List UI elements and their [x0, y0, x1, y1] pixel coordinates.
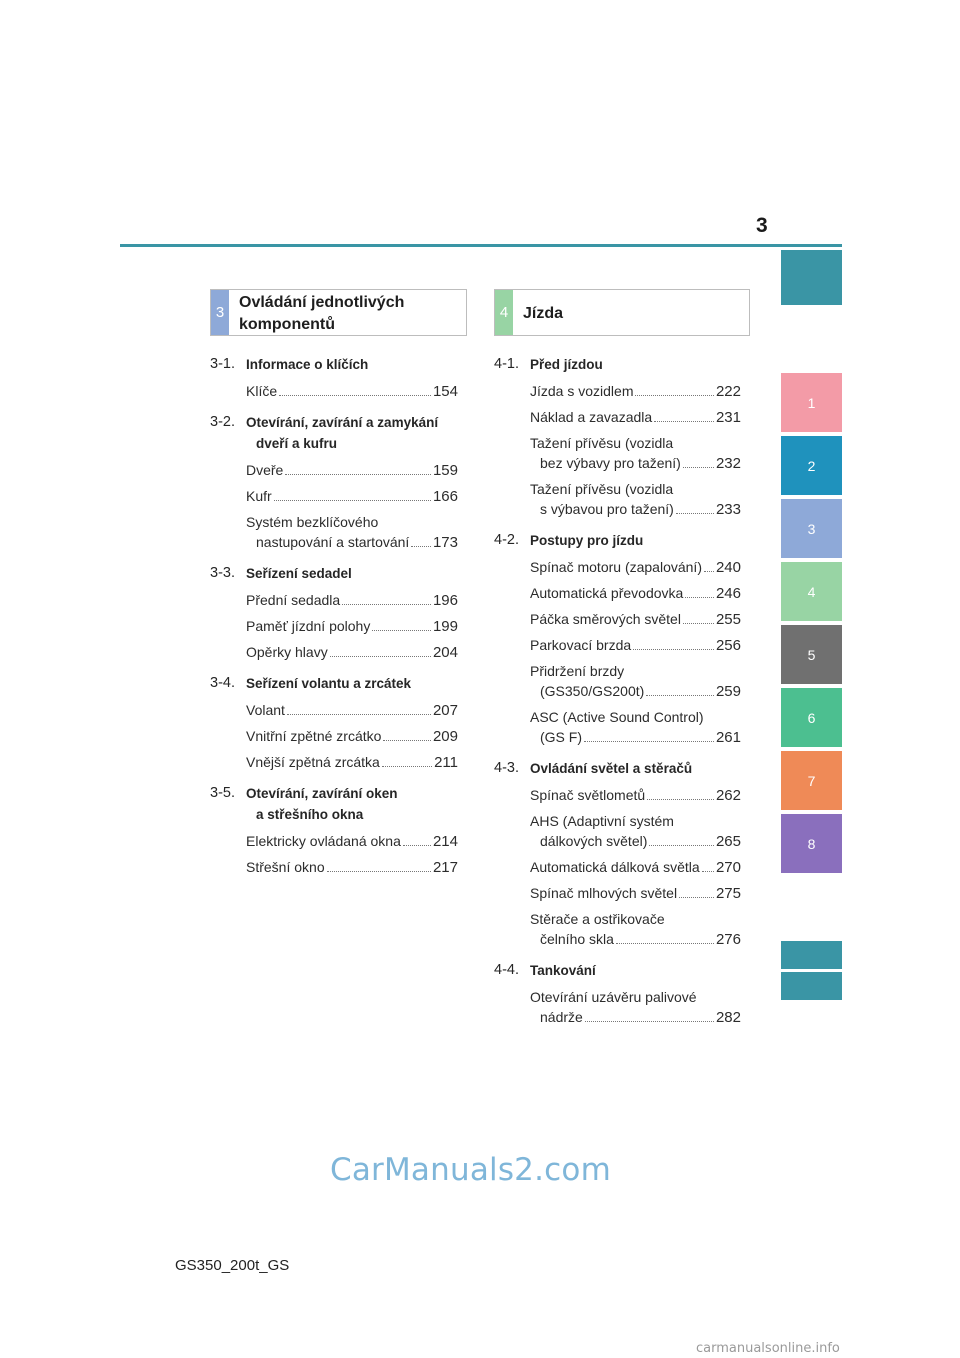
entry-title: Vnější zpětná zrcátka: [246, 754, 380, 770]
dot-leader: [279, 395, 431, 396]
section-4-number: 4: [495, 290, 513, 335]
chapter-title-line2: dveří a kufru: [256, 436, 338, 451]
dot-leader: [647, 799, 714, 800]
toc-entry[interactable]: [530, 785, 741, 806]
chapter-tab-8[interactable]: 8: [781, 814, 842, 873]
dot-leader: [683, 623, 714, 624]
section-3-title-line1: Ovládání jednotlivých: [239, 293, 405, 311]
toc-entry[interactable]: [530, 557, 741, 578]
chapter-number: 3-2.: [210, 414, 235, 430]
entry-title-line1: Tažení přívěsu (vozidla: [530, 481, 674, 497]
page-reference: 233: [715, 501, 741, 518]
toc-entry[interactable]: [246, 642, 458, 663]
dot-leader: [274, 500, 431, 501]
chapter-title-line1: Seřízení sedadel: [246, 566, 352, 581]
tab-blank-bottom-1: [781, 941, 842, 969]
dot-leader: [702, 871, 714, 872]
entry-title: Paměť jízdní polohy: [246, 618, 371, 634]
dot-leader: [383, 740, 431, 741]
toc-column-section-3: [210, 354, 458, 878]
entry-title: Opěrky hlavy: [246, 644, 328, 660]
dot-leader: [287, 714, 431, 715]
page-reference: 232: [715, 455, 741, 472]
chapter-title-line1: Tankování: [530, 963, 596, 978]
toc-entry[interactable]: [246, 381, 458, 402]
entry-title-line1: AHS (Adaptivní systém: [530, 813, 674, 829]
page-reference: 282: [715, 1009, 741, 1026]
chapter-heading[interactable]: [210, 412, 458, 454]
watermark-bottom[interactable]: carmanualsonline.info: [696, 1341, 840, 1356]
page-reference: 209: [432, 728, 458, 745]
toc-entry[interactable]: [246, 590, 458, 611]
section-3-title: [229, 290, 404, 335]
page-reference: 246: [715, 585, 741, 602]
chapter-number: 4-2.: [494, 532, 519, 548]
entry-title: Volant: [246, 702, 285, 718]
toc-entry[interactable]: [530, 381, 741, 402]
page-reference: 217: [432, 859, 458, 876]
entry-title: Jízda s vozidlem: [530, 383, 634, 399]
chapter-title-line1: Informace o klíčích: [246, 357, 369, 372]
entry-title-line2: bez výbavy pro tažení): [540, 455, 681, 471]
chapter-title-line1: Ovládání světel a stěračů: [530, 761, 693, 776]
toc-entry[interactable]: [530, 987, 741, 1028]
toc-entry[interactable]: [246, 616, 458, 637]
chapter-heading[interactable]: [494, 530, 741, 551]
page-reference: 199: [432, 618, 458, 635]
chapter-title: [246, 673, 458, 694]
chapter-heading[interactable]: [210, 673, 458, 694]
dot-leader: [327, 871, 431, 872]
page-reference: 259: [715, 683, 741, 700]
toc-entry[interactable]: [246, 700, 458, 721]
entry-title: Páčka směrových světel: [530, 611, 681, 627]
page-reference: 154: [432, 383, 458, 400]
entry-title-line1: Otevírání uzávěru palivové: [530, 989, 697, 1005]
page-reference: 196: [432, 592, 458, 609]
entry-title: Klíče: [246, 383, 278, 399]
chapter-heading[interactable]: [494, 758, 741, 779]
toc-entry[interactable]: [530, 583, 741, 604]
chapter-title-line1: Otevírání, zavírání oken: [246, 786, 398, 801]
entry-title-line2: (GS350/GS200t): [540, 683, 645, 699]
tab-blank-bottom-2: [781, 972, 842, 1000]
page-reference: 222: [715, 383, 741, 400]
page-reference: 256: [715, 637, 741, 654]
section-3-number: 3: [211, 290, 229, 335]
chapter-number: 3-5.: [210, 785, 235, 801]
page-reference: 275: [715, 885, 741, 902]
dot-leader: [633, 649, 714, 650]
chapter-tab-3[interactable]: 3: [781, 499, 842, 558]
entry-title-line1: ASC (Active Sound Control): [530, 709, 704, 725]
toc-entry[interactable]: [246, 857, 458, 878]
chapter-title-line1: Seřízení volantu a zrcátek: [246, 676, 412, 691]
toc-entry[interactable]: [246, 831, 458, 852]
dot-leader: [685, 597, 714, 598]
toc-chapter: [210, 783, 458, 878]
dot-leader: [616, 943, 714, 944]
page-reference: 173: [432, 534, 458, 551]
toc-entry[interactable]: [530, 909, 741, 950]
dot-leader: [649, 845, 714, 846]
chapter-number: 3-3.: [210, 565, 235, 581]
section-3-title-line2: komponentů: [239, 315, 335, 333]
toc-entry[interactable]: [530, 857, 741, 878]
chapter-title-line1: Otevírání, zavírání a zamykání: [246, 415, 439, 430]
toc-entry[interactable]: [530, 707, 741, 748]
toc-entry[interactable]: [246, 460, 458, 481]
chapter-number: 3-4.: [210, 675, 235, 691]
entry-title: Automatická dálková světla: [530, 859, 700, 875]
dot-leader: [285, 474, 431, 475]
section-3-header: [210, 289, 467, 336]
toc-entry[interactable]: [530, 635, 741, 656]
section-4-title: Jízda: [523, 304, 564, 322]
toc-entry[interactable]: [246, 486, 458, 507]
entry-title: Náklad a zavazadla: [530, 409, 653, 425]
entry-title: Parkovací brzda: [530, 637, 632, 653]
chapter-heading[interactable]: [494, 354, 741, 375]
chapter-title: [530, 960, 741, 981]
chapter-title-line1: Před jízdou: [530, 357, 603, 372]
page-reference: 214: [432, 833, 458, 850]
chapter-title: [530, 530, 741, 551]
toc-chapter: [494, 530, 741, 748]
page-number: 3: [756, 214, 768, 237]
chapter-title: [530, 354, 741, 375]
toc-entry[interactable]: [246, 726, 458, 747]
entry-title: Automatická převodovka: [530, 585, 684, 601]
tab-blank-top: [781, 250, 842, 305]
page-reference: 261: [715, 729, 741, 746]
chapter-number: 4-1.: [494, 356, 519, 372]
chapter-tab-5[interactable]: 5: [781, 625, 842, 684]
dot-leader: [403, 845, 431, 846]
chapter-tab-2[interactable]: 2: [781, 436, 842, 495]
page-reference: 207: [432, 702, 458, 719]
page-reference: 211: [434, 754, 458, 771]
toc-entry[interactable]: [530, 407, 741, 428]
page-reference: 231: [715, 409, 741, 426]
chapter-tab-4[interactable]: 4: [781, 562, 842, 621]
entry-title: Kufr: [246, 488, 272, 504]
chapter-title: [246, 354, 458, 375]
page-reference: 276: [715, 931, 741, 948]
entry-title-line1: Přidržení brzdy: [530, 663, 625, 679]
dot-leader: [676, 513, 714, 514]
toc-entry[interactable]: [530, 609, 741, 630]
entry-title-line1: Tažení přívěsu (vozidla: [530, 435, 674, 451]
chapter-heading[interactable]: [494, 960, 741, 981]
entry-title: Dveře: [246, 462, 284, 478]
toc-chapter: [210, 354, 458, 402]
toc-entry[interactable]: [530, 661, 741, 702]
toc-entry[interactable]: [530, 479, 741, 520]
chapter-title-line2: a střešního okna: [256, 807, 364, 822]
page-reference: 270: [715, 859, 741, 876]
chapter-tab-6[interactable]: 6: [781, 688, 842, 747]
toc-chapter: [210, 412, 458, 553]
chapter-tab-7[interactable]: 7: [781, 751, 842, 810]
dot-leader: [382, 766, 432, 767]
entry-title: Přední sedadla: [246, 592, 341, 608]
toc-chapter: [494, 960, 741, 1028]
chapter-title: [246, 563, 458, 584]
entry-title: Spínač mlhových světel: [530, 885, 678, 901]
entry-title-line2: nastupování a startování: [256, 534, 410, 550]
dot-leader: [585, 1021, 714, 1022]
chapter-title: [246, 783, 458, 825]
entry-title: Spínač motoru (zapalování): [530, 559, 702, 575]
toc-entry[interactable]: [530, 883, 741, 904]
dot-leader: [584, 741, 714, 742]
toc-chapter: [210, 563, 458, 663]
entry-title-line1: Stěrače a ostřikovače: [530, 911, 665, 927]
dot-leader: [654, 421, 714, 422]
page-reference: 265: [715, 833, 741, 850]
chapter-heading[interactable]: [210, 354, 458, 375]
dot-leader: [679, 897, 714, 898]
chapter-title: [530, 758, 741, 779]
entry-title: Spínač světlometů: [530, 787, 646, 803]
dot-leader: [330, 656, 431, 657]
chapter-number: 4-4.: [494, 962, 519, 978]
entry-title: Střešní okno: [246, 859, 325, 875]
entry-title: Vnitřní zpětné zrcátko: [246, 728, 382, 744]
toc-chapter: [210, 673, 458, 773]
entry-title: Elektricky ovládaná okna: [246, 833, 401, 849]
entry-title-line2: s výbavou pro tažení): [540, 501, 674, 517]
dot-leader: [411, 546, 431, 547]
page-reference: 240: [715, 559, 741, 576]
chapter-tab-1[interactable]: 1: [781, 373, 842, 432]
footer-model-code: GS350_200t_GS: [175, 1257, 290, 1274]
chapter-heading[interactable]: [210, 783, 458, 825]
dot-leader: [683, 467, 714, 468]
entry-title-line2: čelního skla: [540, 931, 614, 947]
toc-chapter: [494, 354, 741, 520]
entry-title-line2: dálkových světel): [540, 833, 648, 849]
entry-title-line2: (GS F): [540, 729, 582, 745]
page-reference: 159: [432, 462, 458, 479]
toc-entry[interactable]: [246, 512, 458, 553]
page-reference: 166: [432, 488, 458, 505]
page-reference: 204: [432, 644, 458, 661]
toc-chapter: [494, 758, 741, 950]
dot-leader: [646, 695, 714, 696]
dot-leader: [342, 604, 431, 605]
chapter-number: 4-3.: [494, 760, 519, 776]
chapter-number: 3-1.: [210, 356, 235, 372]
section-4-header: [494, 289, 750, 336]
dot-leader: [372, 630, 431, 631]
top-rule: [120, 244, 842, 247]
watermark[interactable]: CarManuals2.com: [330, 1152, 611, 1188]
entry-title-line2: nádrže: [540, 1009, 583, 1025]
page-reference: 255: [715, 611, 741, 628]
chapter-heading[interactable]: [210, 563, 458, 584]
toc-entry[interactable]: [530, 433, 741, 474]
dot-leader: [704, 571, 714, 572]
chapter-title-line1: Postupy pro jízdu: [530, 533, 644, 548]
toc-entry[interactable]: [246, 752, 458, 773]
entry-title-line1: Systém bezklíčového: [246, 514, 379, 530]
toc-entry[interactable]: [530, 811, 741, 852]
toc-column-section-4: [494, 354, 741, 1028]
chapter-title: [246, 412, 458, 454]
dot-leader: [635, 395, 713, 396]
page-reference: 262: [715, 787, 741, 804]
